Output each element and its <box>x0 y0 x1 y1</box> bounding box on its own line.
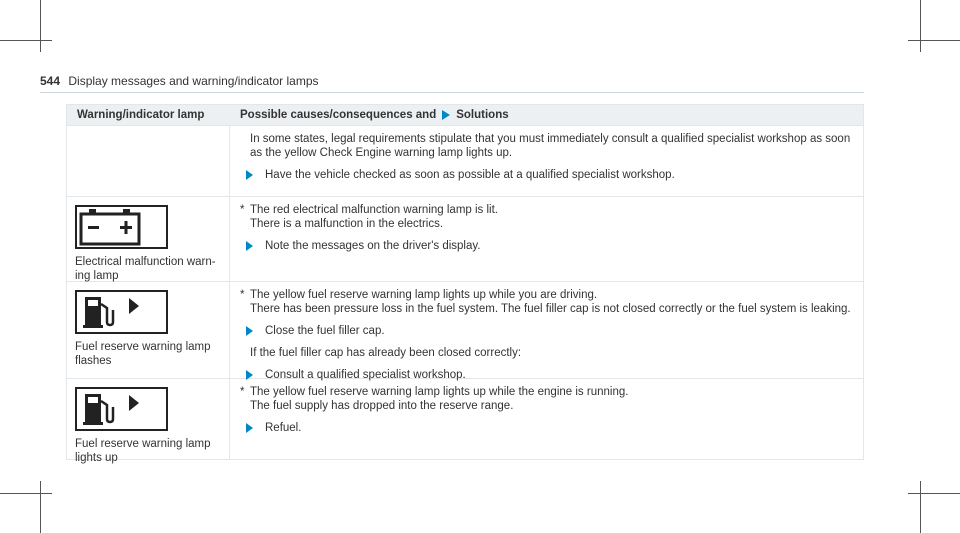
causes-cell <box>230 282 863 381</box>
asterisk: * <box>240 289 245 301</box>
lamp-label: Fuel reserve warning lamp <box>75 341 211 353</box>
column-header-causes <box>230 109 863 121</box>
step-text: Close the fuel filler cap. <box>265 325 385 337</box>
warning-lamp-table <box>66 104 864 464</box>
arrow-icon <box>246 423 253 433</box>
table-row <box>67 378 863 464</box>
causes-cell <box>230 126 863 196</box>
table-row <box>67 196 863 281</box>
condition-text: If the fuel filler cap has already been closed correctly: <box>250 347 522 359</box>
lamp-label: lights up <box>75 452 118 464</box>
fuel-pump-icon <box>75 290 168 334</box>
step-text: Have the vehicle checked as soon as possible at a qualified specialist workshop. <box>265 169 675 181</box>
arrow-icon <box>442 110 450 120</box>
crop-mark <box>40 0 41 52</box>
crop-mark <box>908 40 960 41</box>
column-header-lamp: Warning/indicator lamp <box>77 109 205 121</box>
fuel-pump-icon-graphic <box>77 389 166 429</box>
table-row <box>67 281 863 381</box>
asterisk: * <box>240 204 245 216</box>
battery-icon <box>75 205 168 249</box>
cause-text: There has been pressure loss in the fuel system. The fuel filler cap is not closed correctly or the fuel system is leaking. <box>250 303 851 315</box>
arrow-icon <box>246 170 253 180</box>
lamp-cell <box>67 126 230 196</box>
solution-step <box>240 421 853 435</box>
table-header <box>67 105 863 125</box>
crop-mark <box>920 0 921 52</box>
cause-text: The yellow fuel reserve warning lamp lights up while you are driving. <box>250 289 598 301</box>
crop-mark <box>40 481 41 533</box>
cause-line <box>240 203 853 217</box>
crop-mark <box>908 493 960 494</box>
solutions-label: Solutions <box>456 109 509 121</box>
arrow-icon <box>246 326 253 336</box>
page-number: 544 <box>40 74 61 88</box>
crop-mark <box>0 40 52 41</box>
cause-line <box>240 385 853 399</box>
cause-text: In some states, legal requirements stipulate that you must immediately consult a qualified specialist workshop as soon <box>250 133 851 145</box>
step-text: Note the messages on the driver's display. <box>265 240 481 252</box>
lamp-label: flashes <box>75 355 112 367</box>
solution-step <box>240 239 853 253</box>
lamp-cell <box>67 282 230 378</box>
arrow-icon <box>246 241 253 251</box>
fuel-pump-icon <box>75 387 168 431</box>
lamp-cell <box>67 197 230 281</box>
cause-text: The yellow fuel reserve warning lamp lights up while the engine is running. <box>250 386 629 398</box>
crop-mark <box>920 481 921 533</box>
cause-text: The fuel supply has dropped into the reserve range. <box>250 400 514 412</box>
step-text: Consult a qualified specialist workshop. <box>265 369 466 381</box>
crop-mark <box>0 493 52 494</box>
lamp-cell <box>67 379 230 464</box>
fuel-pump-icon-graphic <box>77 292 166 332</box>
solution-step <box>240 168 853 182</box>
lamp-label: Fuel reserve warning lamp <box>75 438 211 450</box>
battery-icon-graphic <box>77 207 166 247</box>
step-text: Refuel. <box>265 422 302 434</box>
cause-line <box>240 288 853 302</box>
cause-text: There is a malfunction in the electrics. <box>250 218 444 230</box>
causes-label: Possible causes/consequences and <box>240 109 437 121</box>
cause-text: The red electrical malfunction warning lamp is lit. <box>250 204 498 216</box>
header-rule <box>40 92 864 93</box>
causes-cell <box>230 379 863 459</box>
cause-text: as the yellow Check Engine warning lamp lights up. <box>250 147 513 159</box>
causes-cell <box>230 197 863 281</box>
table-row <box>67 125 863 196</box>
page-header <box>40 74 319 88</box>
lamp-label: Electrical malfunction warn- <box>75 256 216 268</box>
page-title: Display messages and warning/indicator lamps <box>68 74 319 88</box>
lamp-label: ing lamp <box>75 270 119 282</box>
asterisk: * <box>240 386 245 398</box>
solution-step <box>240 324 853 338</box>
